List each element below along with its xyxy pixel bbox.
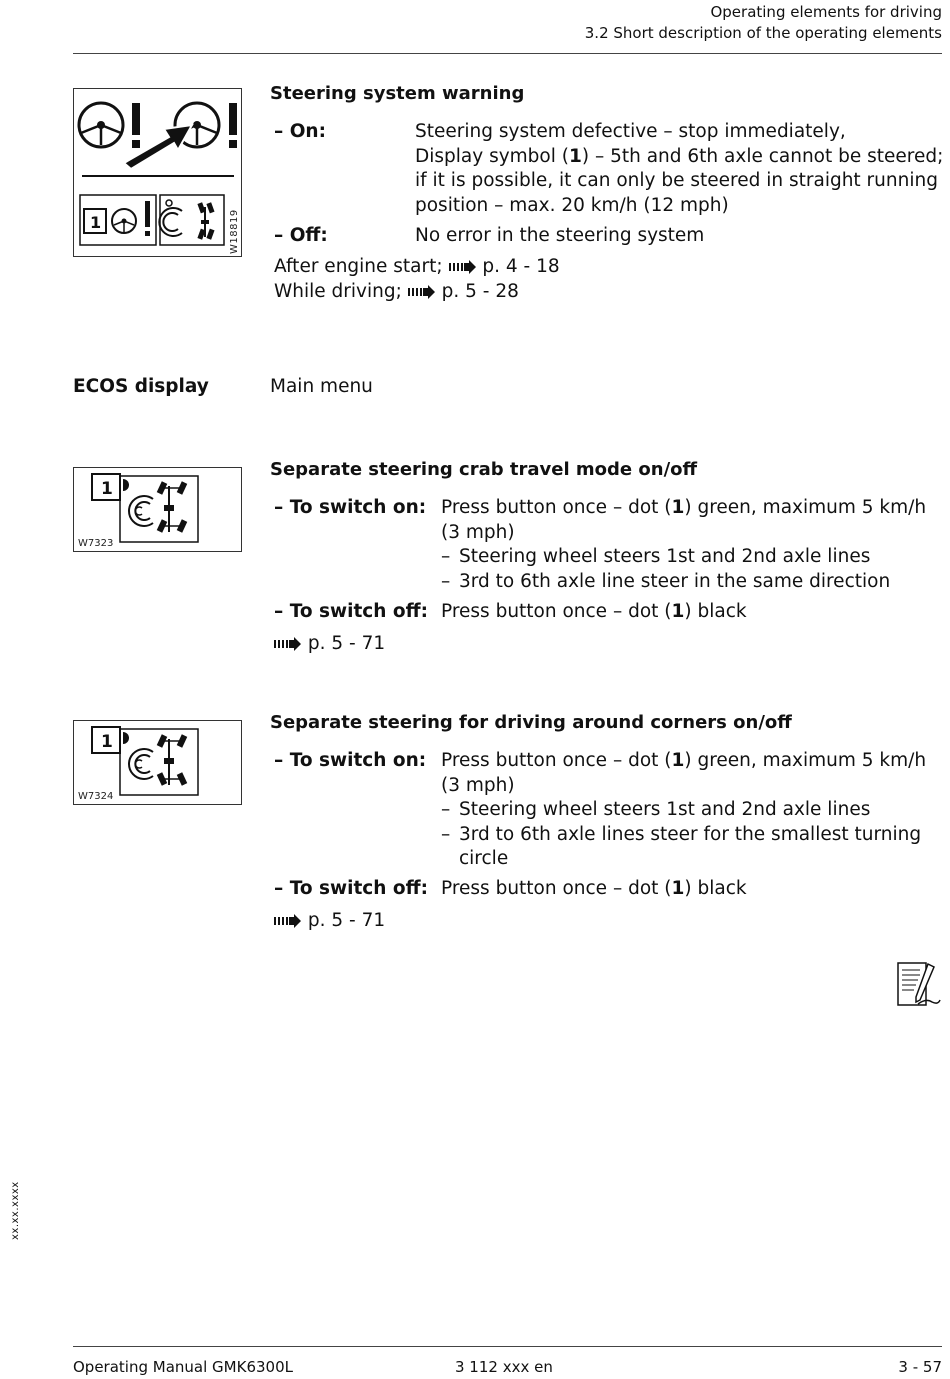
bullet-item: – 3rd to 6th axle line steer in the same direction	[441, 570, 926, 595]
svg-text:1: 1	[101, 479, 113, 499]
reference-arrow-icon	[449, 260, 477, 274]
ecos-main-menu: Main menu	[270, 376, 373, 397]
notes-icon	[894, 960, 942, 1010]
svg-text:1: 1	[90, 213, 102, 232]
section-title-crab-mode: Separate steering crab travel mode on/off	[270, 459, 698, 480]
bullet-text: Steering wheel steers 1st and 2nd axle lines	[459, 546, 871, 567]
footer-manual-title: Operating Manual GMK6300L	[73, 1358, 293, 1376]
header	[585, 2, 942, 44]
bullet-text: Steering wheel steers 1st and 2nd axle lines	[459, 799, 871, 820]
reference-page: p. 5 - 71	[307, 633, 386, 654]
footer-document-number: 3 112 xxx en	[455, 1358, 553, 1376]
header-rule	[73, 53, 942, 54]
switch-off-description: Press button once – dot (1) black	[441, 878, 747, 899]
steering-warning-icon	[74, 89, 241, 256]
switch-off-label: – To switch off:	[274, 601, 428, 622]
reference-while-driving[interactable]	[274, 280, 519, 305]
text-line: Press button once – dot (1) green, maximum 5 km/h	[441, 497, 927, 518]
off-label: – Off:	[274, 225, 328, 246]
footer-rule	[73, 1346, 942, 1347]
bullet-item: – Steering wheel steers 1st and 2nd axle lines	[441, 545, 926, 570]
header-chapter: Operating elements for driving	[710, 3, 942, 21]
switch-on-label: – To switch on:	[274, 497, 427, 518]
text-line: (3 mph)	[441, 774, 515, 796]
section-title-corner-mode: Separate steering for driving around corners on/off	[270, 712, 792, 733]
bullet-text: circle	[459, 848, 509, 869]
reference-page: p. 4 - 18	[482, 256, 560, 277]
reference-arrow-icon	[408, 285, 436, 299]
bullet-item: – Steering wheel steers 1st and 2nd axle lines	[441, 798, 926, 823]
text-line: Display symbol (1) – 5th and 6th axle cannot be steered;	[415, 145, 944, 167]
reference-text: While driving;	[274, 281, 402, 302]
reference-arrow-icon	[274, 637, 302, 651]
bullet-item	[441, 847, 926, 872]
reference-corners[interactable]	[274, 909, 385, 934]
reference-page: p. 5 - 28	[441, 281, 519, 302]
ecos-display-label: ECOS display	[73, 376, 209, 397]
figure-code: W7323	[78, 538, 114, 549]
bullet-item: – 3rd to 6th axle lines steer for the smallest turning	[441, 823, 926, 848]
on-label: – On:	[274, 121, 326, 142]
figure-code: W7324	[78, 791, 114, 802]
header-section: 3.2 Short description of the operating elements	[584, 24, 942, 42]
switch-off-description: Press button once – dot (1) black	[441, 601, 747, 622]
on-description	[415, 120, 943, 218]
reference-text: After engine start;	[274, 256, 443, 277]
reference-page: p. 5 - 71	[307, 910, 386, 931]
bullet-text: 3rd to 6th axle line steer in the same direction	[459, 570, 891, 592]
text-line: Steering system defective – stop immediately,	[415, 121, 846, 142]
text-line: if it is possible, it can only be steered in straight running	[415, 170, 938, 191]
switch-off-label: – To switch off:	[274, 878, 428, 899]
switch-on-label: – To switch on:	[274, 750, 427, 771]
corner-mode-figure	[73, 720, 242, 805]
document-code: xx.xx.xxxx	[10, 1181, 21, 1240]
text-line: Press button once – dot (1) green, maximum 5 km/h	[441, 750, 927, 771]
steering-warning-figure	[73, 88, 242, 257]
reference-arrow-icon	[274, 914, 302, 928]
svg-text:1: 1	[101, 732, 113, 752]
section-title-steering-warning: Steering system warning	[270, 83, 525, 104]
off-description: No error in the steering system	[415, 225, 705, 246]
text-line: (3 mph)	[441, 521, 515, 543]
reference-engine-start[interactable]	[274, 255, 560, 280]
switch-on-description	[441, 749, 926, 872]
bullet-text: 3rd to 6th axle lines steer for the smallest turning	[459, 823, 922, 845]
figure-code: W18819	[229, 209, 240, 254]
text-line: position – max. 20 km/h (12 mph)	[415, 194, 729, 216]
footer-page-number: 3 - 57	[898, 1358, 942, 1376]
switch-on-description	[441, 496, 926, 594]
reference-crab[interactable]	[274, 632, 385, 657]
crab-mode-figure	[73, 467, 242, 552]
